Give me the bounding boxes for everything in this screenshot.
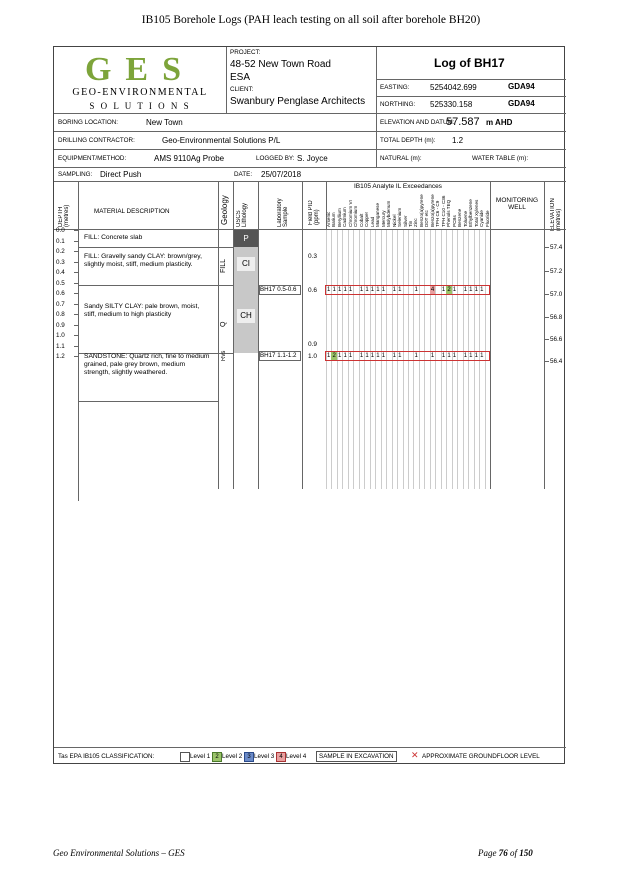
logged-by-value: S. Joyce bbox=[297, 154, 328, 163]
exceedance-cell: 1 bbox=[398, 353, 402, 359]
exceedance-cell: 1 bbox=[469, 353, 473, 359]
exceedance-cell: 1 bbox=[441, 287, 446, 293]
col-depth: DEPTH (metres) bbox=[58, 204, 70, 227]
uscs-ci: CI bbox=[237, 257, 255, 271]
legend-level3: Level 3 bbox=[254, 753, 275, 760]
boring-location-value: New Town bbox=[146, 118, 183, 127]
legend-level1: Level 1 bbox=[190, 753, 211, 760]
analyte-header: DDT etc bbox=[424, 210, 430, 227]
exceedance-cell: 1 bbox=[414, 287, 418, 293]
analyte-header: Benzo(a)pyrene bbox=[418, 194, 424, 227]
depth-label: 1.1 bbox=[56, 342, 65, 350]
northing-label: NORTHING: bbox=[380, 101, 416, 108]
col-lab-sample: Laboratory Sample bbox=[277, 198, 289, 227]
analyte-header: Benzene bbox=[457, 208, 463, 227]
analyte-header: Total Xylenes bbox=[473, 199, 479, 227]
sample-2-id: BH17 1.1-1.2 bbox=[259, 351, 301, 361]
analyte-header: Fluoride bbox=[484, 210, 490, 227]
analyte-header: Phenols TEQ bbox=[446, 199, 452, 227]
pid-3: 0.9 bbox=[308, 341, 318, 348]
layer-desc-3: Sandy SILTY CLAY: pale brown, moist, stiff, medium to high plasticity bbox=[84, 303, 200, 318]
analyte-header: Copper bbox=[364, 211, 370, 227]
easting-value: 5254042.699 bbox=[430, 83, 477, 92]
sampling-label: SAMPLING: bbox=[58, 171, 93, 178]
legend-x-icon: ✕ bbox=[411, 750, 419, 760]
date-value: 25/07/2018 bbox=[261, 170, 302, 179]
northing-value: 525330.158 bbox=[430, 100, 473, 109]
legend-level1-box bbox=[180, 752, 190, 762]
natural-label: NATURAL (m): bbox=[380, 155, 422, 162]
geology-rv: Rvs bbox=[221, 350, 227, 361]
exceedance-cell: 1 bbox=[381, 287, 386, 293]
analyte-header: Toluene bbox=[462, 210, 468, 227]
analyte-header: Cobalt bbox=[358, 213, 364, 227]
pid-4: 1.0 bbox=[308, 353, 318, 360]
elevation-value: 57.587 bbox=[446, 116, 480, 128]
col-field-pid: Field PID (ppm) bbox=[308, 200, 320, 225]
project-line1: 48-52 New Town Road bbox=[230, 59, 331, 70]
col-monitoring-well: MONITORING WELL bbox=[495, 197, 539, 211]
analyte-header: Tin bbox=[408, 220, 413, 227]
analyte-header: Benzo(a)pyrene bbox=[429, 194, 435, 227]
borehole-log-sheet bbox=[53, 46, 565, 764]
footer-page-prefix: Page bbox=[478, 848, 499, 858]
depth-label: 0.2 bbox=[56, 248, 65, 255]
depth-label: 0.0 bbox=[56, 227, 65, 234]
layer-desc-2: FILL: Gravelly sandy CLAY: brown/grey, slightly moist, stiff, medium plasticity. bbox=[84, 253, 202, 268]
logo-line1: GEO-ENVIRONMENTAL bbox=[72, 87, 208, 98]
pid-1: 0.3 bbox=[308, 253, 318, 260]
exceedance-cell: 1 bbox=[370, 287, 375, 293]
legend-level2: Level 2 bbox=[222, 753, 243, 760]
log-title: Log of BH17 bbox=[434, 56, 505, 70]
analyte-header: PCBs bbox=[451, 215, 457, 227]
exceedance-cell: 1 bbox=[337, 287, 342, 293]
elevation-label: 57.2 bbox=[550, 268, 563, 275]
analyte-header: Cadmium bbox=[342, 207, 348, 227]
exceedance-cell: 1 bbox=[365, 353, 369, 359]
date-label: DATE: bbox=[234, 171, 253, 178]
exceedance-cell: 1 bbox=[480, 353, 484, 359]
analyte-header: Selenium bbox=[397, 207, 403, 227]
exceedance-cell: 1 bbox=[381, 353, 386, 359]
legend-level4-box: 4 bbox=[276, 752, 286, 762]
exceedance-cell: 1 bbox=[343, 353, 347, 359]
exceedance-cell: 1 bbox=[463, 287, 468, 293]
elevation-unit: m AHD bbox=[486, 118, 513, 127]
project-label: PROJECT: bbox=[230, 49, 261, 56]
exceedance-cell: 1 bbox=[327, 287, 331, 293]
depth-label: 0.9 bbox=[56, 321, 65, 329]
elevation-label: 56.4 bbox=[550, 358, 563, 365]
exceedance-cell: 1 bbox=[474, 287, 478, 293]
boring-location-label: BORING LOCATION: bbox=[58, 119, 119, 126]
exceedance-cell: 1 bbox=[370, 353, 375, 359]
analyte-header: TPH C6 - C9 bbox=[435, 200, 441, 227]
exceedance-cell: 4 bbox=[430, 287, 435, 293]
depth-label: 0.6 bbox=[56, 290, 65, 297]
legend-groundfloor: APPROXIMATE GROUNDFLOOR LEVEL bbox=[422, 753, 540, 760]
exceedance-cell: 1 bbox=[376, 287, 380, 293]
analyte-header: Ethylbenzene bbox=[468, 199, 474, 227]
total-depth-label: TOTAL DEPTH (m): bbox=[380, 137, 436, 144]
analyte-header: Cyanide bbox=[479, 210, 485, 227]
geology-fill: FILL bbox=[220, 258, 227, 273]
exceedance-cell: 1 bbox=[447, 353, 451, 359]
easting-label: EASTING: bbox=[380, 84, 410, 91]
analyte-header: Chromium bbox=[353, 205, 359, 227]
exceedance-cell: 1 bbox=[348, 287, 353, 293]
exceedance-cell: 1 bbox=[343, 287, 347, 293]
analyte-header: Molybdenum bbox=[386, 200, 392, 227]
exceedance-cell: 1 bbox=[474, 353, 478, 359]
exceedance-cell: 1 bbox=[392, 353, 396, 359]
elevation-label: 57.4 bbox=[550, 244, 563, 251]
depth-label: 0.1 bbox=[56, 237, 65, 245]
analyte-header: Silver bbox=[402, 215, 408, 227]
elevation-label: ELEVATION AND DATUM: bbox=[380, 119, 455, 126]
exceedance-cell: 1 bbox=[414, 353, 418, 359]
total-depth-value: 1.2 bbox=[452, 136, 464, 145]
project-line2: ESA bbox=[230, 72, 251, 83]
exceedance-cell: 1 bbox=[452, 353, 457, 359]
uscs-ch: CH bbox=[237, 309, 255, 323]
northing-datum: GDA94 bbox=[508, 99, 535, 108]
analyte-header: Manganese bbox=[375, 202, 381, 227]
geology-q: Q bbox=[220, 321, 227, 327]
analyte-header: Zinc bbox=[413, 218, 419, 227]
depth-label: 0.4 bbox=[56, 269, 65, 276]
client-value: Swanbury Penglase Architects bbox=[230, 96, 366, 107]
drilling-contractor-label: DRILLING CONTRACTOR: bbox=[58, 137, 135, 144]
sample-1-id: BH17 0.5-0.6 bbox=[259, 285, 301, 295]
layer-desc-4: SANDSTONE: Quartz rich, fine to medium grained, pale grey brown, medium strength, slightly weathered. bbox=[84, 353, 210, 376]
exceedance-cell: 1 bbox=[376, 353, 380, 359]
legend-label: Tas EPA IB105 CLASSIFICATION: bbox=[58, 753, 155, 760]
exceedance-cell: 1 bbox=[359, 353, 364, 359]
col-geology: Geology bbox=[220, 195, 229, 225]
layer-desc-1: FILL: Concrete slab bbox=[84, 234, 143, 241]
elevation-label: 56.6 bbox=[550, 336, 563, 343]
exceedance-cell: 1 bbox=[348, 353, 353, 359]
exceedance-cell: 1 bbox=[332, 287, 336, 293]
analyte-header: Lead bbox=[369, 216, 375, 227]
exceedance-cell: 1 bbox=[392, 287, 396, 293]
easting-datum: GDA94 bbox=[508, 82, 535, 91]
exceedance-cell: 1 bbox=[469, 287, 473, 293]
pid-2: 0.6 bbox=[308, 287, 318, 294]
analyte-header: TPH C10 - C36 bbox=[440, 195, 446, 227]
legend-level2-box: 2 bbox=[212, 752, 222, 762]
footer-page bbox=[478, 848, 533, 858]
footer-page-total: 150 bbox=[519, 848, 533, 858]
col-analyte-title: IB105 Analyte IL Exceedances bbox=[354, 183, 442, 190]
uscs-p: P bbox=[234, 230, 258, 247]
exceedance-cell: 1 bbox=[463, 353, 468, 359]
page-title: IB105 Borehole Logs (PAH leach testing on all soil after borehole BH20) bbox=[141, 14, 481, 26]
col-uscs: USCS Lithology bbox=[236, 202, 248, 227]
logo-letters: GES bbox=[84, 51, 196, 88]
footer-left: Geo Environmental Solutions – GES bbox=[53, 848, 185, 858]
depth-label: 0.8 bbox=[56, 311, 65, 318]
analyte-header: Nickel bbox=[391, 214, 397, 227]
exceedance-cell: 1 bbox=[398, 287, 402, 293]
analyte-header: Mercury bbox=[380, 210, 386, 227]
client-label: CLIENT: bbox=[230, 86, 254, 93]
elevation-label: 56.8 bbox=[550, 314, 563, 321]
analyte-header: Chromium VI bbox=[347, 200, 353, 227]
exceedance-cell: 1 bbox=[430, 353, 435, 359]
analyte-header: Beryllium bbox=[336, 208, 342, 227]
depth-label: 0.5 bbox=[56, 279, 65, 287]
exceedance-cell: 1 bbox=[441, 353, 446, 359]
elevation-label: 57.0 bbox=[550, 291, 563, 298]
depth-label: 0.3 bbox=[56, 258, 65, 266]
legend-level4: Level 4 bbox=[286, 753, 307, 760]
exceedance-cell: 2 bbox=[447, 287, 451, 293]
exceedance-cell: 1 bbox=[365, 287, 369, 293]
legend-level3-box: 3 bbox=[244, 752, 254, 762]
water-table-label: WATER TABLE (m): bbox=[472, 155, 529, 162]
logo bbox=[54, 47, 226, 113]
footer-page-of: of bbox=[507, 848, 520, 858]
depth-label: 1.0 bbox=[56, 332, 65, 339]
depth-label: 0.7 bbox=[56, 300, 65, 308]
equipment-value: AMS 9110Ag Probe bbox=[154, 154, 225, 163]
col-material: MATERIAL DESCRIPTION bbox=[94, 208, 170, 215]
legend-sample: SAMPLE IN EXCAVATION bbox=[316, 751, 397, 762]
logged-by-label: LOGGED BY: bbox=[256, 155, 295, 162]
footer-page-number: 76 bbox=[498, 848, 508, 858]
drilling-contractor-value: Geo-Environmental Solutions P/L bbox=[162, 136, 281, 145]
exceedance-cell: 1 bbox=[480, 287, 484, 293]
depth-label: 1.2 bbox=[56, 353, 65, 360]
exceedance-cell: 1 bbox=[327, 353, 331, 359]
col-elevation: ELEVATION (metres) bbox=[550, 198, 562, 231]
analyte-header: Barium bbox=[331, 212, 337, 227]
exceedance-cell: 1 bbox=[337, 353, 342, 359]
exceedance-cell: 2 bbox=[332, 353, 336, 359]
logo-line2: S O L U T I O N S bbox=[89, 101, 191, 111]
equipment-label: EQUIPMENT/METHOD: bbox=[58, 155, 127, 162]
sampling-value: Direct Push bbox=[100, 170, 142, 179]
exceedance-cell: 1 bbox=[452, 287, 457, 293]
analyte-header: Arsenic bbox=[326, 211, 331, 227]
exceedance-cell: 1 bbox=[359, 287, 364, 293]
